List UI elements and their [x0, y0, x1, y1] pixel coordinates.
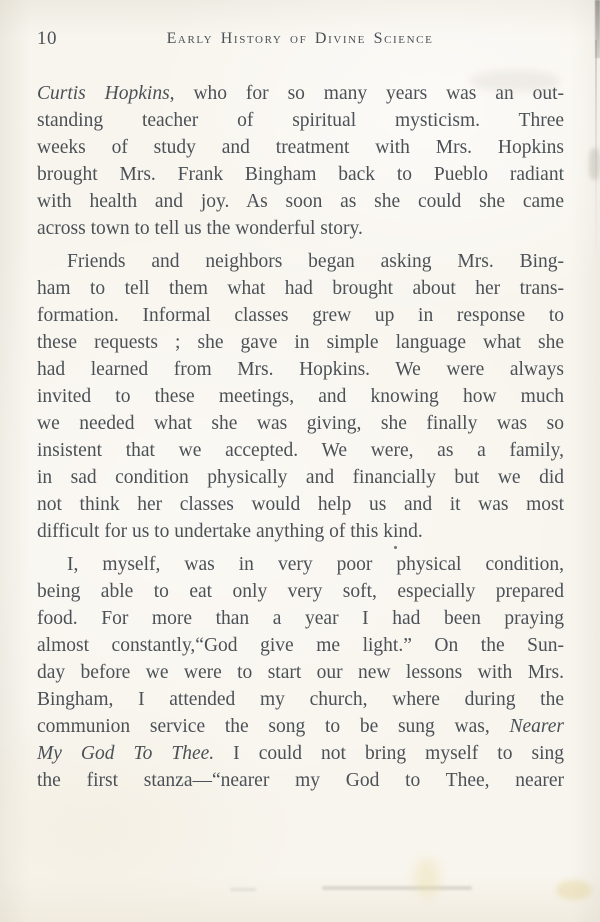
- text-line: [37, 713, 564, 740]
- text-line: [37, 578, 564, 605]
- text-line: [37, 134, 564, 161]
- scan-stain-bottom-center: [414, 858, 440, 898]
- text-segment: across town to tell us the wonderful story.: [37, 218, 363, 239]
- paragraph: [37, 248, 564, 545]
- italic-text-segment: My God To Thee.: [37, 743, 215, 764]
- scan-smudge-bottom-dash: [322, 886, 472, 890]
- text-segment: had learned from Mrs. Hopkins. We were always: [37, 359, 564, 380]
- scan-stain-bottom-right: [556, 880, 592, 900]
- page-header: [0, 0, 600, 60]
- text-segment: we needed what she was giving, she finally was so: [37, 413, 564, 434]
- text-line: [37, 464, 564, 491]
- text-segment: I could not bring myself to sing: [214, 743, 564, 764]
- text-line: [37, 215, 564, 242]
- text-line: [37, 518, 564, 545]
- text-line: [37, 605, 564, 632]
- text-line: [37, 740, 564, 767]
- text-segment: standing teacher of spiritual mysticism. Three: [37, 110, 564, 131]
- text-segment: these requests ; she gave in simple language what she: [37, 332, 564, 353]
- text-segment: weeks of study and treatment with Mrs. Hopkins: [37, 137, 564, 158]
- text-segment: Bingham, I attended my church, where during the: [37, 689, 564, 710]
- text-segment: insistent that we accepted. We were, as a family,: [37, 440, 564, 461]
- text-line: [37, 491, 564, 518]
- text-line: [37, 659, 564, 686]
- body-text: [37, 80, 564, 794]
- text-segment: Friends and neighbors began asking Mrs. Bing-: [67, 251, 564, 272]
- text-segment: formation. Informal classes grew up in response to: [37, 305, 564, 326]
- text-segment: being able to eat only very soft, especially prepared: [37, 581, 564, 602]
- scan-smudge-bottom-dash-small: [230, 888, 256, 891]
- text-line: [37, 80, 564, 107]
- text-segment: ham to tell them what had brought about her trans-: [37, 278, 564, 299]
- text-line: [37, 275, 564, 302]
- text-line: [37, 686, 564, 713]
- text-line: [37, 329, 564, 356]
- text-segment: the first stanza—“nearer my God to Thee, nearer: [37, 770, 564, 791]
- text-segment: almost constantly,“God give me light.” On the Sun-: [37, 635, 564, 656]
- text-line: [37, 551, 564, 578]
- text-segment: who for so many years was an out-: [174, 83, 565, 104]
- text-segment: communion service the song to be sung was,: [37, 716, 510, 737]
- text-segment: with health and joy. As soon as she could she came: [37, 191, 564, 212]
- text-segment: difficult for us to undertake anything of this kind.: [37, 521, 423, 542]
- text-line: [37, 356, 564, 383]
- text-line: [37, 632, 564, 659]
- italic-text-segment: Nearer: [509, 716, 564, 737]
- text-line: [37, 248, 564, 275]
- text-line: [37, 437, 564, 464]
- paragraph: [37, 551, 564, 794]
- text-line: [37, 767, 564, 794]
- paragraph: [37, 80, 564, 242]
- text-segment: in sad condition physically and financially but we did: [37, 467, 564, 488]
- text-line: [37, 383, 564, 410]
- text-line: [37, 410, 564, 437]
- page-number: 10: [37, 28, 57, 49]
- text-line: [37, 302, 564, 329]
- text-segment: brought Mrs. Frank Bingham back to Pueblo radiant: [37, 164, 564, 185]
- text-segment: food. For more than a year I had been praying: [37, 608, 564, 629]
- italic-text-segment: Curtis Hopkins,: [37, 83, 175, 104]
- scan-edge-line: [595, 40, 597, 270]
- text-line: [37, 161, 564, 188]
- text-line: [37, 107, 564, 134]
- text-line: [37, 188, 564, 215]
- text-segment: invited to these meetings, and knowing how much: [37, 386, 564, 407]
- text-segment: day before we were to start our new lessons with Mrs.: [37, 662, 564, 683]
- scan-edge-smudge: [589, 148, 600, 180]
- running-header: Early History of Divine Science: [166, 30, 434, 47]
- text-segment: not think her classes would help us and it was most: [37, 494, 564, 515]
- text-segment: I, myself, was in very poor physical condition,: [67, 554, 564, 575]
